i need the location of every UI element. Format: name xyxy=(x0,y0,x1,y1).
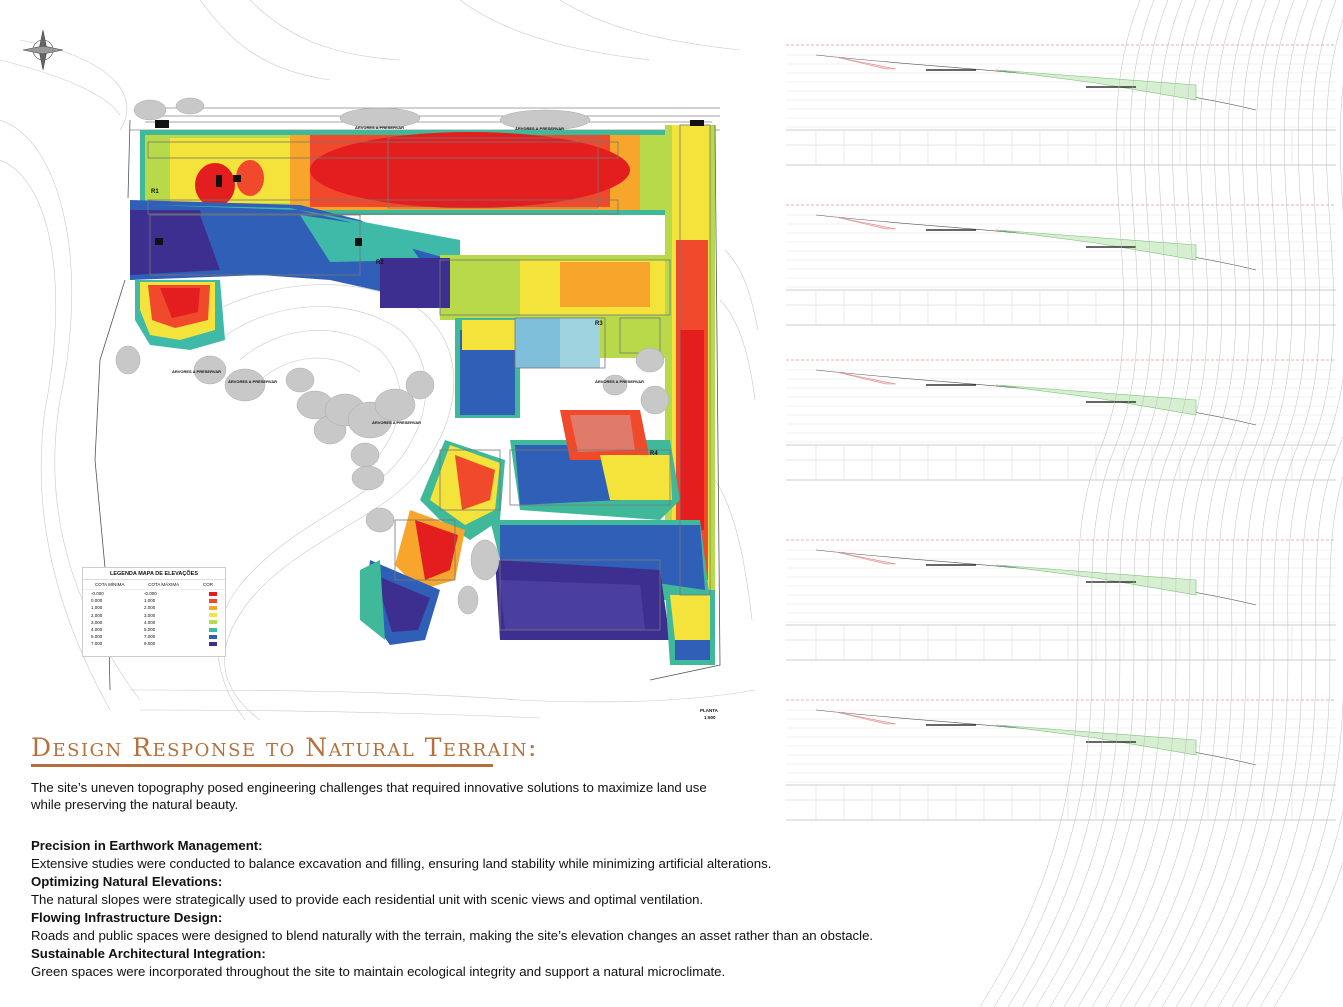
heading-underline xyxy=(31,764,493,767)
contour-line xyxy=(1078,0,1238,1007)
legend-max-value: 7.000 xyxy=(144,634,156,640)
right-contour-lines xyxy=(980,0,1343,1007)
heatmap-left-red-zone xyxy=(135,280,225,350)
contour-line xyxy=(1218,0,1343,1007)
legend-min-value: 3.000 xyxy=(91,619,103,625)
tree-label: ÁRVORES A PRESERVAR xyxy=(515,126,565,131)
section-title: Precision in Earthwork Management: xyxy=(31,838,263,853)
elevation-legend xyxy=(82,567,226,657)
contour-line xyxy=(980,0,1140,1007)
intro-paragraph: The site’s uneven topography posed engineering challenges that required innovative solutions to maximize land use while preserving the natural beauty. xyxy=(31,780,707,812)
legend-swatch xyxy=(209,642,217,646)
contour-line xyxy=(1190,0,1343,1007)
contour-line xyxy=(1120,0,1280,1007)
legend-max-value: 1.000 xyxy=(144,598,156,604)
legend-col-min: COTA MÍNIMA xyxy=(94,582,125,587)
contour-line xyxy=(1036,0,1196,1007)
page-heading: Design Response to Natural Terrain: xyxy=(31,733,538,762)
contour-line xyxy=(1008,0,1168,1007)
block-label: R4 xyxy=(650,451,658,457)
section-body: Green spaces were incorporated throughout the site to maintain ecological integrity and support a natural microclimate. xyxy=(31,964,726,979)
legend-min-value: 2.000 xyxy=(91,612,103,618)
legend-swatch xyxy=(209,613,217,617)
contour-line xyxy=(1260,0,1343,1007)
contour-line xyxy=(1176,0,1336,1007)
legend-swatch xyxy=(209,606,217,610)
contour-line xyxy=(994,0,1154,1007)
section-title: Flowing Infrastructure Design: xyxy=(31,910,223,925)
legend-swatch xyxy=(209,635,217,639)
block-label: R2 xyxy=(376,260,384,266)
legend-max-value: 9.000 xyxy=(144,641,156,647)
legend-swatch xyxy=(209,620,217,624)
legend-swatch xyxy=(209,592,217,596)
section-title: Sustainable Architectural Integration: xyxy=(31,946,266,961)
legend-swatch xyxy=(209,599,217,603)
legend-max-value: 3.000 xyxy=(144,612,156,618)
heatmap-mid-block xyxy=(380,255,680,320)
tree-label: ÁRVORES A PRESERVAR xyxy=(595,379,645,384)
north-arrow-icon xyxy=(23,30,63,70)
section-title: Optimizing Natural Elevations: xyxy=(31,874,223,889)
plan-title: PLANTA xyxy=(700,708,718,713)
contour-line xyxy=(1092,0,1252,1007)
design-points xyxy=(31,837,931,981)
legend-row xyxy=(83,619,225,626)
legend-row xyxy=(83,626,225,633)
legend-row xyxy=(83,590,225,597)
contour-line xyxy=(1106,0,1266,1007)
legend-max-value: 4.000 xyxy=(144,619,156,625)
section-body: Extensive studies were conducted to balance excavation and filling, ensuring land stability while minimizing artificial alterations. xyxy=(31,856,772,871)
contour-line xyxy=(1022,0,1182,1007)
tree-label: ÁRVORES A PRESERVAR xyxy=(355,125,405,130)
legend-row xyxy=(83,612,225,619)
legend-col-max: COTA MÁXIMA xyxy=(148,582,180,587)
legend-row xyxy=(83,604,225,611)
legend-max-value: 5.000 xyxy=(144,627,156,633)
legend-min-value: 1.000 xyxy=(91,605,103,611)
legend-min-value: 4.000 xyxy=(91,627,103,633)
heatmap-top-block xyxy=(140,130,705,215)
block-label: R3 xyxy=(595,321,603,327)
contour-line xyxy=(1050,0,1210,1007)
legend-col-color: COR xyxy=(203,582,214,587)
tree-label: ÁRVORES A PRESERVAR xyxy=(372,420,422,425)
legend-min-value: 7.000 xyxy=(91,641,103,647)
legend-min-value: 5.000 xyxy=(91,634,103,640)
contour-line xyxy=(1162,0,1322,1007)
section-body: Roads and public spaces were designed to blend naturally with the terrain, making the site’s elevation changes an asset rather than an obstacle. xyxy=(31,928,874,943)
legend-min-value: -0.000 xyxy=(91,591,104,597)
legend-max-value: -0.000 xyxy=(144,591,157,597)
contour-line xyxy=(1134,0,1294,1007)
block-label: R1 xyxy=(151,189,159,195)
section-body: The natural slopes were strategically used to provide each residential unit with scenic views and optimal ventilation. xyxy=(31,892,704,907)
contour-line xyxy=(1064,0,1224,1007)
legend-min-value: 0.000 xyxy=(91,598,103,604)
contour-line xyxy=(1246,0,1343,1007)
legend-title: LEGENDA MAPA DE ELEVAÇÕES xyxy=(83,568,225,580)
tree-label: ÁRVORES A PRESERVAR xyxy=(172,369,222,374)
legend-max-value: 2.000 xyxy=(144,605,156,611)
contour-line xyxy=(1148,0,1308,1007)
legend-row xyxy=(83,597,225,604)
tree-label: ÁRVORES A PRESERVAR xyxy=(228,379,278,384)
road-lines xyxy=(130,108,720,130)
plan-scale: 1:500 xyxy=(704,715,716,720)
legend-row xyxy=(83,633,225,640)
legend-row xyxy=(83,640,225,647)
legend-swatch xyxy=(209,628,217,632)
